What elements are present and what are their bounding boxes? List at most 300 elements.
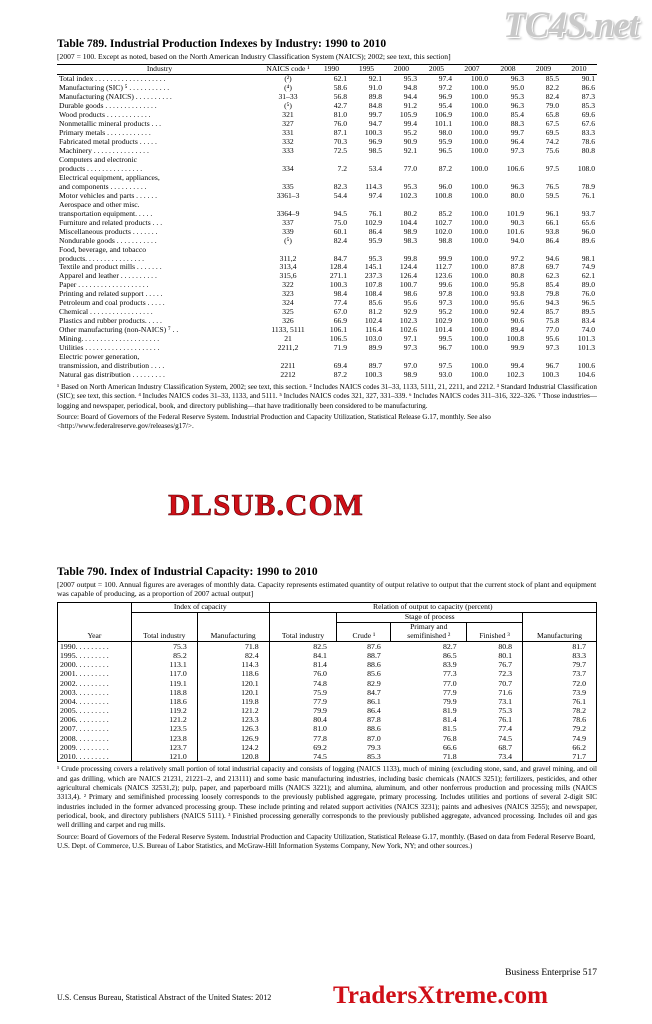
row-label: Furniture and related products . . . [59,218,163,227]
row-year: 2009. . . . . . . . . [58,743,132,752]
row-value: 118.6 [131,697,197,706]
row-value: 92.4 [510,307,524,317]
table-row [58,706,597,715]
row-value: 98.4 [333,289,347,299]
row-value: 98.6 [403,289,417,299]
footer-page-label: Business Enterprise 517 [505,968,597,978]
row-value: 98.5 [368,146,382,156]
row-value: 78.9 [581,181,595,191]
row-value: 75.8 [545,316,559,326]
row-value: 86.4 [545,235,559,245]
row-value: 77.8 [269,734,337,743]
row-value: 95.9 [368,235,382,245]
col-industry: Industry [57,65,262,75]
row-value: 98.9 [403,226,417,236]
row-value: 118.6 [197,669,269,678]
row-value: 79.3 [367,742,381,752]
row-value: 86.1 [367,696,381,706]
row-value: 100.0 [470,307,488,317]
row-year: 2006. . . . . . . . . [58,715,132,724]
row-value: 76.7 [498,660,513,670]
row-value: 100.0 [470,235,488,245]
row-value: 114.3 [365,181,382,191]
row-value: 100.0 [470,271,488,281]
row-value: 119.2 [131,706,197,715]
row-value: 80.1 [498,650,513,660]
row-label: Aerospace and other misc. [59,200,140,209]
row-value: 81.4 [269,660,337,669]
row-label: Apparel and leather . . . . . . . . . . [59,272,157,281]
row-value: 72.3 [498,669,513,679]
row-naics-code: (⁵) [284,101,292,111]
row-naics-code: (⁴) [284,83,292,93]
row-value: 101.1 [434,119,452,129]
col-2010: 2010 [561,65,597,75]
row-value: 124.4 [399,262,417,272]
row-value: 90.3 [510,217,524,227]
table-row [57,237,597,246]
row-label: Electric power generation, [59,352,140,361]
row-value: 96.1 [545,208,559,218]
row-naics-code: 311,2 [279,253,297,263]
row-naics-code: 21 [284,334,292,344]
table-row [58,697,597,706]
row-value: 91.2 [403,101,417,111]
row-value: 92.9 [403,307,417,317]
row-value: 76.1 [523,697,597,706]
table-789-note: [2007 = 100. Except as noted, based on the North American Industry Classification System (NAICS); 2002; see text, this section] [57,52,451,61]
row-value: 73.9 [523,688,597,697]
row-value: 88.3 [510,119,524,129]
row-label: Wood products . . . . . . . . . . . . [59,111,151,120]
table-row [58,688,597,697]
row-value: 78.2 [523,706,597,715]
row-value: 121.2 [131,715,197,724]
row-value: 66.6 [443,742,457,752]
row-label: Mining. . . . . . . . . . . . . . . . . . . . . [59,335,160,344]
row-naics-code: 337 [282,217,294,227]
col-total-industry-capacity: Total industry [131,612,197,641]
row-value: 120.1 [197,688,269,697]
row-value: 95.0 [510,83,524,93]
colgroup-relation-output-capacity: Relation of output to capacity (percent) [269,602,596,612]
row-value: 94.4 [403,92,417,102]
row-naics-code: 326 [282,316,294,326]
row-value: 88.6 [367,660,381,670]
row-value: 100.0 [470,83,488,93]
row-value: 112.7 [435,262,452,272]
table-row [57,371,597,380]
row-label: products . . . . . . . . . . . . . . . [59,164,143,173]
row-label: Textile and product mills . . . . . . . [59,263,162,272]
row-value: 100.0 [470,181,488,191]
row-value: 79.8 [545,289,559,299]
row-value: 100.6 [577,360,595,370]
row-value: 100.0 [470,217,488,227]
row-value: 100.0 [470,253,488,263]
row-value: 74.2 [545,137,559,147]
row-value: 74.9 [581,262,595,272]
row-value: 69.6 [581,110,595,120]
row-value: 58.6 [333,83,347,93]
row-value: 93.0 [438,369,452,379]
row-value: 76.5 [545,181,559,191]
row-value: 87.1 [333,128,347,138]
row-naics-code: 315,6 [279,271,297,281]
row-value: 80.8 [498,641,513,651]
row-naics-code: 333 [282,146,294,156]
row-value: 82.5 [269,641,337,651]
row-value: 100.7 [399,280,417,290]
table-790-source: Source: Board of Governors of the Federal Reserve System. Industrial Production and Capacity Utilization, Statistical Release G.17, monthly. (Based on data from Federal Reserve Board, U.S. Dept. of Commerce, U.S. Bureau of Labor Statistics, and McGraw-Hill Information Systems Company, New York, NY; and other sources.) [57,832,596,851]
row-value: 106.6 [506,163,524,173]
row-value: 77.3 [443,669,457,679]
row-value: 97.3 [438,298,452,308]
row-year: 2008. . . . . . . . . [58,734,132,743]
row-label: Motor vehicles and parts . . . . . . [59,191,158,200]
table-row [58,679,597,688]
row-value: 59.5 [545,190,559,200]
row-year: 2003. . . . . . . . . [58,688,132,697]
row-value: 73.4 [467,752,523,762]
row-label: transmission, and distribution . . . . [59,361,165,370]
row-label: Food, beverage, and tobacco [59,245,147,254]
row-label: Petroleum and coal products . . . . . [59,299,165,308]
row-value: 85.4 [510,110,524,120]
row-value: 79.0 [545,101,559,111]
row-value: 77.0 [403,163,417,173]
row-naics-code: 332 [282,137,294,147]
row-naics-code: 321 [282,110,294,120]
row-value: 102.3 [399,190,417,200]
colgroup-stage-of-process: Stage of process [337,612,523,622]
col-manufacturing-relation: Manufacturing [523,612,597,641]
row-naics-code: 325 [282,307,294,317]
row-value: 88.6 [367,724,381,734]
row-value: 97.2 [438,83,452,93]
row-value: 95.9 [438,137,452,147]
row-value: 94.3 [545,298,559,308]
row-value: 81.2 [368,307,382,317]
row-value: 85.5 [545,74,559,84]
row-value: 71.7 [523,752,597,762]
row-value: 92.1 [368,74,382,84]
row-label: Nondurable goods . . . . . . . . . . . [59,236,157,245]
row-value: 80.0 [510,190,524,200]
row-year: 2002. . . . . . . . . [58,679,132,688]
row-value: 89.7 [368,360,382,370]
row-value: 98.9 [403,369,417,379]
row-value: 95.2 [438,307,452,317]
row-value: 100.0 [470,280,488,290]
row-value: 100.0 [470,110,488,120]
row-value: 87.8 [510,262,524,272]
row-value: 94.5 [333,208,347,218]
row-value: 106.9 [434,110,452,120]
row-value: 99.6 [438,280,452,290]
row-value: 82.7 [443,641,457,651]
row-value: 104.4 [399,217,417,227]
row-label: Utilities . . . . . . . . . . . . . . . . . . . . [59,344,160,353]
row-value: 86.4 [367,706,381,716]
row-value: 54.4 [333,190,347,200]
col-primary-semifinished: Primary and semifinished ² [391,622,467,641]
row-year: 2005. . . . . . . . . [58,706,132,715]
row-value: 70.3 [333,137,347,147]
col-manufacturing-capacity: Manufacturing [197,612,269,641]
row-value: 77.9 [443,687,457,697]
row-value: 100.0 [470,226,488,236]
row-value: 100.3 [364,128,382,138]
row-naics-code: 1133, 5111 [271,325,305,335]
row-value: 97.4 [438,74,452,84]
row-value: 98.1 [581,253,595,263]
row-naics-code: 2211 [280,360,296,370]
row-value: 74.5 [498,733,513,743]
row-value: 99.4 [403,119,417,129]
row-value: 128.4 [329,262,347,272]
row-naics-code: 334 [282,163,294,173]
row-value: 78.6 [581,137,595,147]
row-value: 96.4 [510,137,524,147]
watermark-tradersxtreme: TradersXtreme.com [333,982,548,1009]
row-value: 75.3 [131,641,197,651]
row-value: 97.3 [510,146,524,156]
row-value: 94.7 [368,119,382,129]
row-value: 100.0 [470,101,488,111]
row-year: 2004. . . . . . . . . [58,697,132,706]
row-value: 89.4 [510,325,524,335]
row-value: 86.4 [368,226,382,236]
row-value: 67.6 [581,119,595,129]
row-value: 99.9 [438,253,452,263]
row-naics-code: 2212 [280,369,296,379]
row-value: 100.8 [434,190,452,200]
row-value: 72.0 [523,679,597,688]
row-value: 97.3 [545,343,559,353]
row-value: 102.0 [434,226,452,236]
row-label: Primary metals . . . . . . . . . . . . [59,129,151,138]
row-naics-code: 31–33 [278,92,298,102]
row-label: Electrical equipment, appliances, [59,173,160,182]
col-2005: 2005 [419,65,454,75]
row-label: Plastics and rubber products. . . . . [59,317,162,326]
row-value: 71.6 [498,687,513,697]
row-value: 117.0 [131,669,197,678]
row-label: Other manufacturing (non-NAICS) ⁷ . . [59,326,179,335]
row-value: 105.9 [399,110,417,120]
table-789-body [57,75,597,380]
row-value: 84.1 [269,651,337,660]
row-value: 100.0 [470,92,488,102]
row-value: 106.1 [329,325,347,335]
row-value: 76.0 [581,289,595,299]
row-label: Natural gas distribution . . . . . . . . . [59,370,165,379]
row-value: 100.0 [470,262,488,272]
row-value: 89.0 [581,280,595,290]
row-label: Nonmetallic mineral products . . . [59,120,162,129]
row-value: 72.5 [333,146,347,156]
row-value: 90.1 [581,74,595,84]
row-value: 87.2 [333,369,347,379]
row-value: 96.7 [438,343,452,353]
row-value: 87.6 [367,641,381,651]
row-value: 95.3 [403,181,417,191]
row-label: and components . . . . . . . . . . [59,182,147,191]
row-value: 71.8 [391,752,467,762]
row-value: 108.0 [577,163,595,173]
row-value: 120.8 [197,752,269,762]
row-label: Paper . . . . . . . . . . . . . . . . . . . [59,281,149,290]
table-row [57,147,597,156]
row-value: 89.8 [368,92,382,102]
row-value: 89.5 [581,307,595,317]
row-value: 126.3 [197,724,269,733]
row-value: 68.7 [498,742,513,752]
row-naics-code: 331 [282,128,294,138]
table-790-block [57,566,597,851]
row-value: 95.4 [438,101,452,111]
row-naics-code: 313,4 [279,262,297,272]
row-value: 108.4 [364,289,382,299]
row-value: 89.6 [581,235,595,245]
row-value: 85.3 [581,101,595,111]
row-label: Miscellaneous products . . . . . . . [59,227,158,236]
row-value: 83.9 [443,660,457,670]
row-value: 85.6 [368,298,382,308]
row-value: 237.3 [364,271,382,281]
row-value: 102.9 [434,316,452,326]
row-value: 102.6 [399,325,417,335]
row-value: 97.4 [368,190,382,200]
table-row [58,651,597,660]
row-value: 106.5 [329,334,347,344]
row-label: Fabricated metal products . . . . . [59,138,157,147]
row-value: 97.8 [438,289,452,299]
row-value: 91.0 [368,83,382,93]
row-value: 99.8 [403,253,417,263]
table-row [58,734,597,743]
table-790-footnotes: ¹ Crude processing covers a relatively small portion of total industrial capacity and consists of logging (NAICS 1133), much of mining (excluding stone, sand, and gravel mining, and oil and gas drilling, which are NAICS 21231, 21221–2, and 213111) and some basic manufacturing industries, including basic chemicals (NAICS 3251); fertilizers, pesticides, and other agricultural chemicals (NAICS 32531,2); pulp, paper, and paperboard mills (NAICS 3221); and alumina, aluminum, and other nonferrous production and processing mills (NAICS 3313,4). ² Primary and semifinished processing loosely corresponds to the previously published aggregate, primary processing. Includes utilities and portions of several 2-digit SIC industries included in the former advanced processing group. These include printing and related support activities (NAICS 3231); paints and adhesives (NAICS 3255); and newspaper, periodical, book, and directory publishers (NAICS 5111). ³ Finished processing generally corresponds to the previously published aggregate, advanced processing. Includes oil and gas well drilling and carpet and rug mills. [57,765,597,830]
row-value: 98.3 [403,235,417,245]
row-value: 77.4 [498,724,513,734]
row-year: 2000. . . . . . . . . [58,660,132,669]
row-value: 60.1 [333,226,347,236]
row-value: 98.0 [438,128,452,138]
row-value: 69.7 [545,262,559,272]
col-2008: 2008 [490,65,526,75]
row-value: 96.3 [510,101,524,111]
row-value: 101.9 [506,208,524,218]
row-value: 93.8 [545,226,559,236]
row-naics-code: 3364–9 [276,208,300,218]
row-value: 100.0 [470,119,488,129]
row-value: 120.1 [197,679,269,688]
row-value: 85.3 [337,752,391,762]
row-value: 101.3 [577,334,595,344]
row-value: 7.2 [337,163,347,173]
row-value: 101.4 [434,325,452,335]
row-value: 97.3 [403,343,417,353]
row-value: 100.8 [506,334,524,344]
row-value: 69.2 [269,743,337,752]
row-label: Manufacturing (SIC) ⁵ . . . . . . . . . . . [59,84,170,93]
col-crude: Crude ¹ [337,622,391,641]
row-value: 75.3 [498,706,513,716]
row-value: 100.0 [470,74,488,84]
row-value: 100.0 [470,146,488,156]
row-value: 100.0 [470,360,488,370]
table-790 [57,602,597,762]
row-value: 80.2 [403,208,417,218]
row-value: 93.8 [510,289,524,299]
col-1990: 1990 [314,65,349,75]
row-naics-code: 2211,2 [277,343,299,353]
row-value: 99.7 [368,110,382,120]
row-value: 85.4 [545,280,559,290]
col-2009: 2009 [526,65,561,75]
row-value: 66.1 [545,217,559,227]
table-row [58,715,597,724]
row-value: 83.3 [581,128,595,138]
table-789-footnotes: ¹ Based on North American Industry Classification System, 2002; see text, this section. ² Includes NAICS codes 31–33, 1133, 5111, 21, 2211, and 2212. ³ Standard Industrial Classification (SIC); see text, this section. ⁴ Includes NAICS codes 31–33, 1133, and 5111. ⁵ Includes NAICS codes 321, 327, 331–339. ⁶ Includes NAICS codes 311–316, 322–326. ⁷ Those industries—logging and newspaper, periodical, book, and directory publishing—that have traditionally been considered to be manufacturing. [57,382,597,410]
row-value: 118.8 [131,688,197,697]
row-value: 80.4 [269,715,337,724]
row-value: 75.9 [269,688,337,697]
row-value: 97.0 [403,360,417,370]
row-value: 100.0 [470,128,488,138]
row-value: 87.3 [581,92,595,102]
row-value: 81.0 [269,724,337,733]
row-value: 80.8 [581,146,595,156]
row-value: 123.7 [131,743,197,752]
row-value: 89.9 [368,343,382,353]
row-value: 100.0 [470,343,488,353]
row-label: products. . . . . . . . . . . . . . . . [59,254,145,263]
row-value: 96.9 [438,92,452,102]
row-value: 97.2 [510,253,524,263]
row-value: 69.4 [333,360,347,370]
row-value: 90.6 [510,316,524,326]
table-row [57,192,597,201]
row-value: 79.9 [269,706,337,715]
row-value: 116.4 [365,325,382,335]
row-value: 123.8 [131,734,197,743]
row-value: 76.0 [269,669,337,678]
table-row [58,660,597,669]
row-value: 66.9 [333,316,347,326]
row-value: 145.1 [364,262,382,272]
row-value: 100.0 [470,208,488,218]
table-789-header-row [57,65,597,75]
row-value: 81.9 [443,706,457,716]
row-value: 95.3 [510,92,524,102]
row-value: 102.3 [399,316,417,326]
table-789 [57,64,597,379]
row-value: 62.3 [545,271,559,281]
row-value: 97.5 [545,163,559,173]
row-value: 93.7 [581,208,595,218]
row-value: 65.6 [581,217,595,227]
row-value: 96.9 [368,137,382,147]
row-year: 1995. . . . . . . . . [58,651,132,660]
row-value: 100.0 [470,369,488,379]
row-value: 96.7 [545,360,559,370]
row-label: Chemical . . . . . . . . . . . . . . . . . [59,308,153,317]
row-value: 84.7 [333,253,347,263]
table-row [58,641,597,651]
row-value: 123.6 [434,271,452,281]
